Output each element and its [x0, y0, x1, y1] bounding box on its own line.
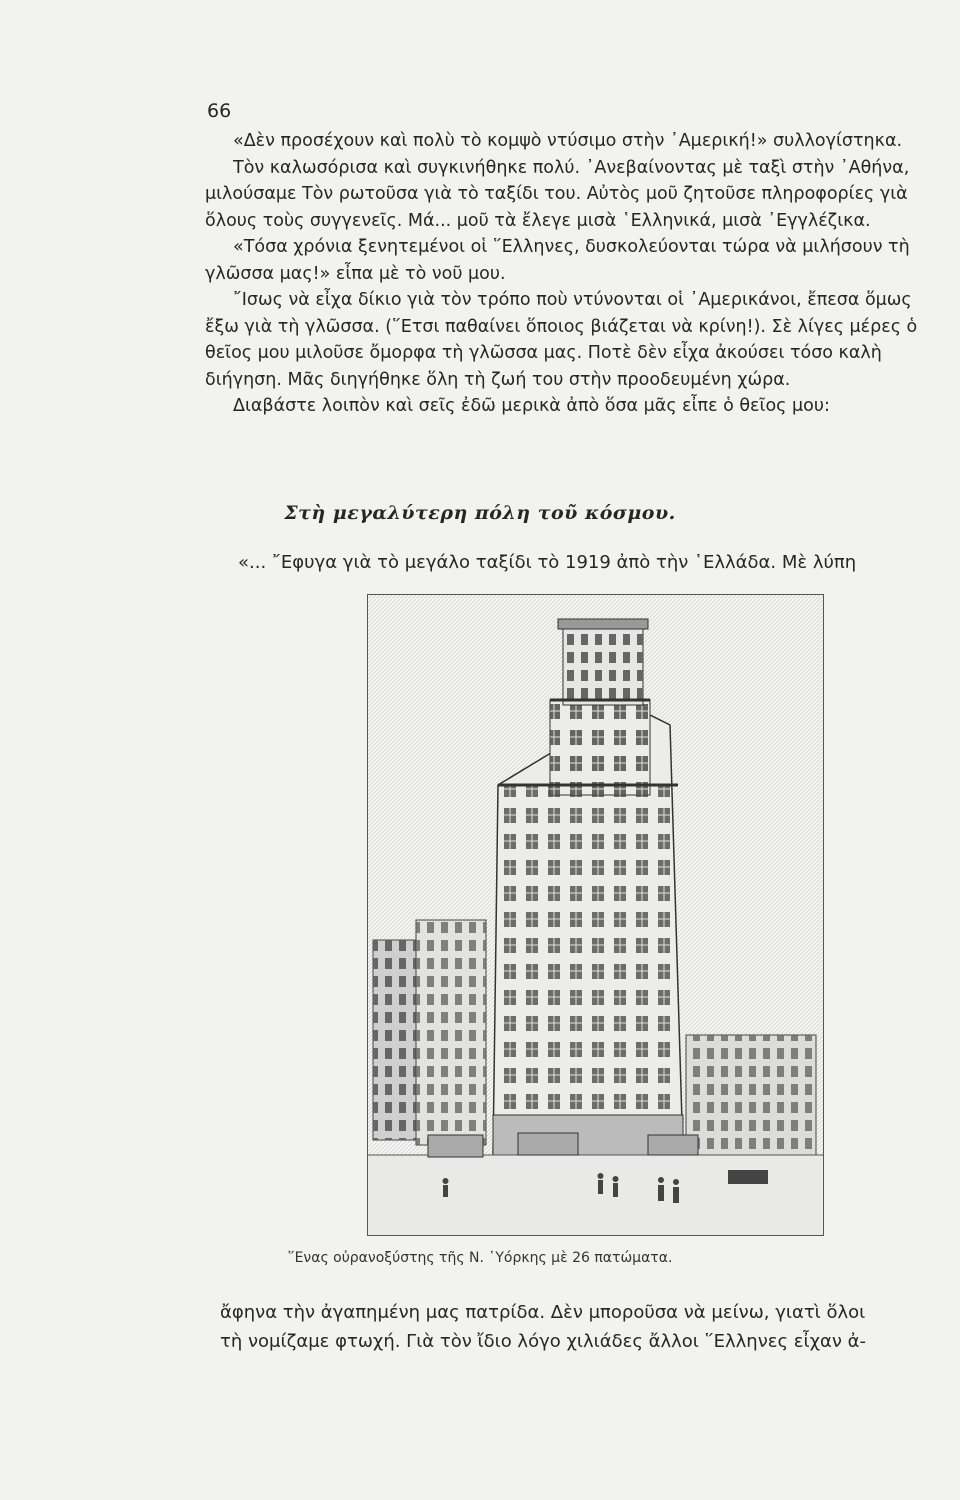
text-line: ἄφηνα τὴν ἀγαπημένη μας πατρίδα. Δὲν μποροῦσα νὰ μείνω, γιατὶ ὅλοι — [220, 1302, 866, 1323]
figure-caption: ῞Ενας οὐρανοξύστης τῆς Ν. ῾Υόρκης μὲ 26 πατώματα. — [287, 1250, 673, 1266]
page-number: 66 — [207, 100, 232, 122]
paragraph: «Δὲν προσέχουν καὶ πολὺ τὸ κομψὸ ντύσιμο στὴν ᾿Αμερική!» συλλογίστηκα. — [233, 131, 903, 151]
text-line: τὴ νομίζαμε φτωχή. Γιὰ τὸν ἴδιο λόγο χιλιάδες ἄλλοι ῞Ελληνες εἶχαν ἀ- — [220, 1331, 866, 1352]
continued-text — [220, 1298, 960, 1356]
paragraph: Διαβάστε λοιπὸν καὶ σεῖς ἐδῶ μερικὰ ἀπὸ ὅσα μᾶς εἶπε ὁ θεῖος μου: — [233, 396, 830, 416]
paragraph: «Τόσα χρόνια ξενητεμένοι οἱ ῞Ελληνες, δυσκολεύονται τώρα νὰ μιλήσουν τὴ γλῶσσα μας!» εἶπα μὲ τὸ νοῦ μου. — [205, 237, 910, 284]
skyscraper-drawing — [368, 595, 823, 1235]
story-first-line: «... ῎Εφυγα γιὰ τὸ μεγάλο ταξίδι τὸ 1919 ἀπὸ τὴν ῾Ελλάδα. Μὲ λύπη — [238, 552, 857, 573]
skyscraper-illustration — [367, 594, 824, 1236]
paragraph: ῎Ισως νὰ εἶχα δίκιο γιὰ τὸν τρόπο ποὺ ντύνονται οἱ ᾿Αμερικάνοι, ἔπεσα ὅμως ἔξω γιὰ τὴ γλῶσσα. (῞Ετσι παθαίνει ὅποιος βιάζεται νὰ κρίνη!). Σὲ λίγες μέρες ὁ θεῖος μου μιλοῦσε ὄμορφα τὴ γλῶσσα μας. Ποτὲ δὲν εἶχα ἀκούσει τόσο καλὴ διήγηση. Μᾶς διηγήθηκε ὅλη τὴ ζωή του στὴν προοδευμένη χώρα. — [205, 290, 918, 390]
paragraph: Τὸν καλωσόρισα καὶ συγκινήθηκε πολύ. ᾿Ανεβαίνοντας μὲ ταξὶ στὴν ᾿Αθήνα, μιλούσαμε Τὸν ρωτοῦσα γιὰ τὸ ταξίδι του. Αὐτὸς μοῦ ζητοῦσε πληροφορίες γιὰ ὅλους τοὺς συγγενεῖς. Μά... μοῦ τὰ ἔλεγε μισὰ ῾Ελληνικά, μισὰ ᾿Εγγλέζικα. — [205, 157, 910, 231]
body-text — [205, 128, 935, 420]
section-heading: Στὴ μεγαλύτερη πόλη τοῦ κόσμου. — [284, 502, 676, 524]
